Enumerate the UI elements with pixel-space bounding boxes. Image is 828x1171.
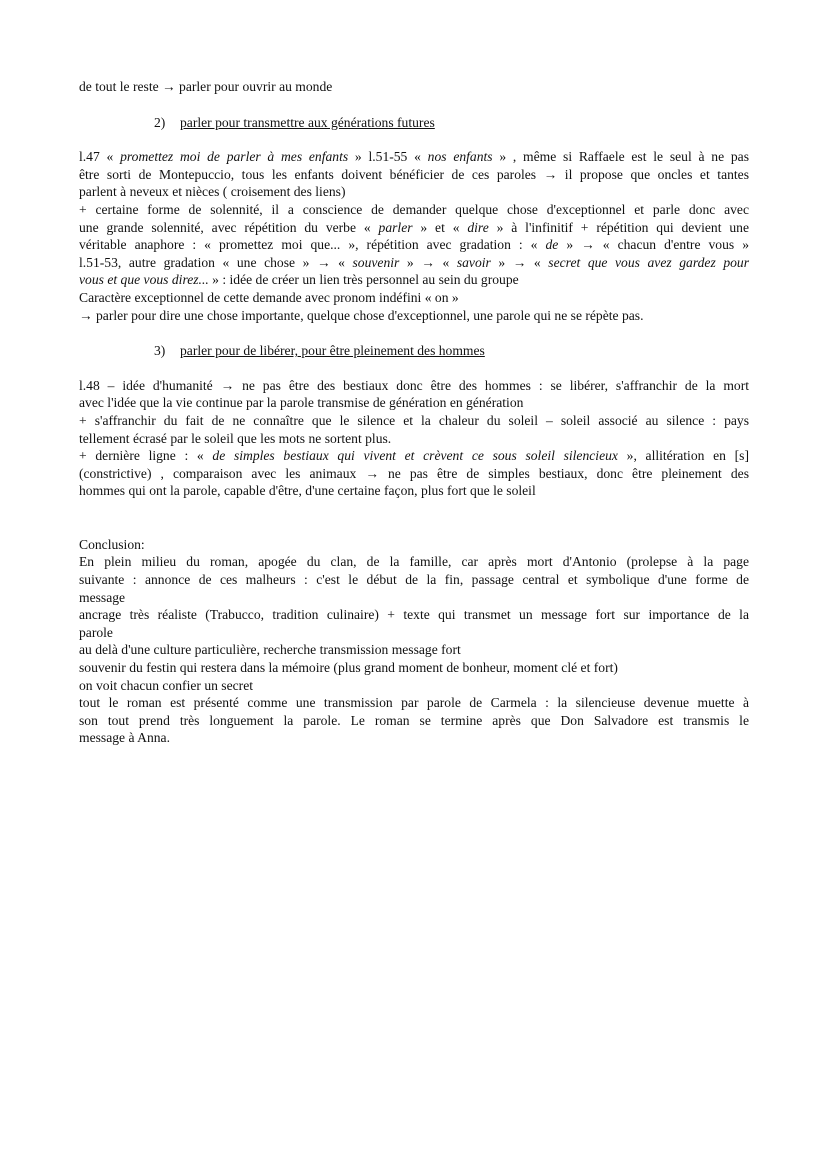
document-page	[79, 78, 749, 747]
section-3-line-3: + s'affranchir du fait de ne connaître que le silence et la chaleur du soleil – soleil associé au silence : pays	[79, 412, 749, 428]
section-2-line-7: l.51-53, autre gradation « une chose » → « souvenir » → « savoir » → « secret que vous avez gardez pour	[79, 254, 749, 270]
section-3-title: parler pour de libérer, pour être pleinement des hommes	[180, 343, 485, 359]
section-2-title: parler pour transmettre aux générations futures	[180, 114, 435, 130]
section-2-line-1: l.47 « promettez moi de parler à mes enfants » l.51-55 « nos enfants » , même si Raffaele est le seul à ne pas	[79, 149, 749, 165]
section-2-line-3: parlent à neveux et nièces ( croisement des liens)	[79, 184, 346, 200]
conclusion-line-5: parole	[79, 624, 113, 640]
conclusion-line-3: message	[79, 589, 126, 605]
section-3-heading	[79, 342, 749, 360]
conclusion-line-7: souvenir du festin qui restera dans la mémoire (plus grand moment de bonheur, moment clé et fort)	[79, 660, 618, 676]
section-2-line-2: être sorti de Montepuccio, tous les enfants doivent bénéficier de ces paroles → il propose que oncles et tantes	[79, 166, 749, 182]
section-3-number: 3)	[154, 343, 166, 359]
conclusion-line-1: En plein milieu du roman, apogée du clan, de la famille, car après mort d'Antonio (prolepse à la page	[79, 554, 749, 570]
section-2-line-10: → parler pour dire une chose importante, quelque chose d'exceptionnel, une parole qui ne se répète pas.	[79, 307, 644, 323]
section-2-line-6: véritable anaphore : « promettez moi que... », répétition avec gradation : « de » → « chacun d'entre vous »	[79, 237, 749, 253]
conclusion-line-6: au delà d'une culture particulière, recherche transmission message fort	[79, 642, 461, 658]
section-3-line-1: l.48 – idée d'humanité → ne pas être des bestiaux donc être des hommes : se libérer, s'affranchir de la mort	[79, 377, 749, 393]
conclusion-line-11: message à Anna.	[79, 730, 170, 746]
section-2-line-5: une grande solennité, avec répétition du verbe « parler » et « dire » à l'infinitif + répétition qui devient une	[79, 219, 749, 235]
conclusion-line-4: ancrage très réaliste (Trabucco, tradition culinaire) + texte qui transmet un message fort sur importance de la	[79, 607, 749, 623]
section-3-line-2: avec l'idée que la vie continue par la parole transmise de génération en génération	[79, 395, 524, 411]
section-3-line-7: hommes qui ont la parole, capable d'être, d'une certaine façon, plus fort que le soleil	[79, 483, 536, 499]
section-2-heading	[79, 114, 749, 132]
section-3-line-4: tellement écrasé par le soleil que les mots ne sortent plus.	[79, 430, 392, 446]
conclusion-line-9: tout le roman est présenté comme une transmission par parole de Carmela : la silencieuse devenue muette à	[79, 695, 749, 711]
section-3-line-5: + dernière ligne : « de simples bestiaux qui vivent et crèvent ce sous soleil silencieux », allitération en [s]	[79, 448, 749, 464]
section-2-line-9: Caractère exceptionnel de cette demande avec pronom indéfini « on »	[79, 289, 459, 305]
conclusion-line-10: son tout prend très longuement la parole. Le roman se termine après que Don Salvadore est transmis le	[79, 712, 749, 728]
conclusion-heading: Conclusion:	[79, 536, 145, 552]
intro-line: de tout le reste → parler pour ouvrir au monde	[79, 79, 333, 94]
section-2-line-4: + certaine forme de solennité, il a conscience de demander quelque chose d'exceptionnel et parle donc avec	[79, 201, 749, 217]
section-2-line-8: vous et que vous direz... » : idée de créer un lien très personnel au sein du groupe	[79, 272, 519, 288]
conclusion-line-8: on voit chacun confier un secret	[79, 677, 254, 693]
conclusion-line-2: suivante : annonce de ces malheurs : c'est le début de la fin, passage central et symbolique d'une forme de	[79, 572, 749, 588]
section-2-number: 2)	[154, 114, 166, 130]
section-3-line-6: (constrictive) , comparaison avec les animaux → ne pas être de simples bestiaux, donc être pleinement des	[79, 465, 749, 481]
